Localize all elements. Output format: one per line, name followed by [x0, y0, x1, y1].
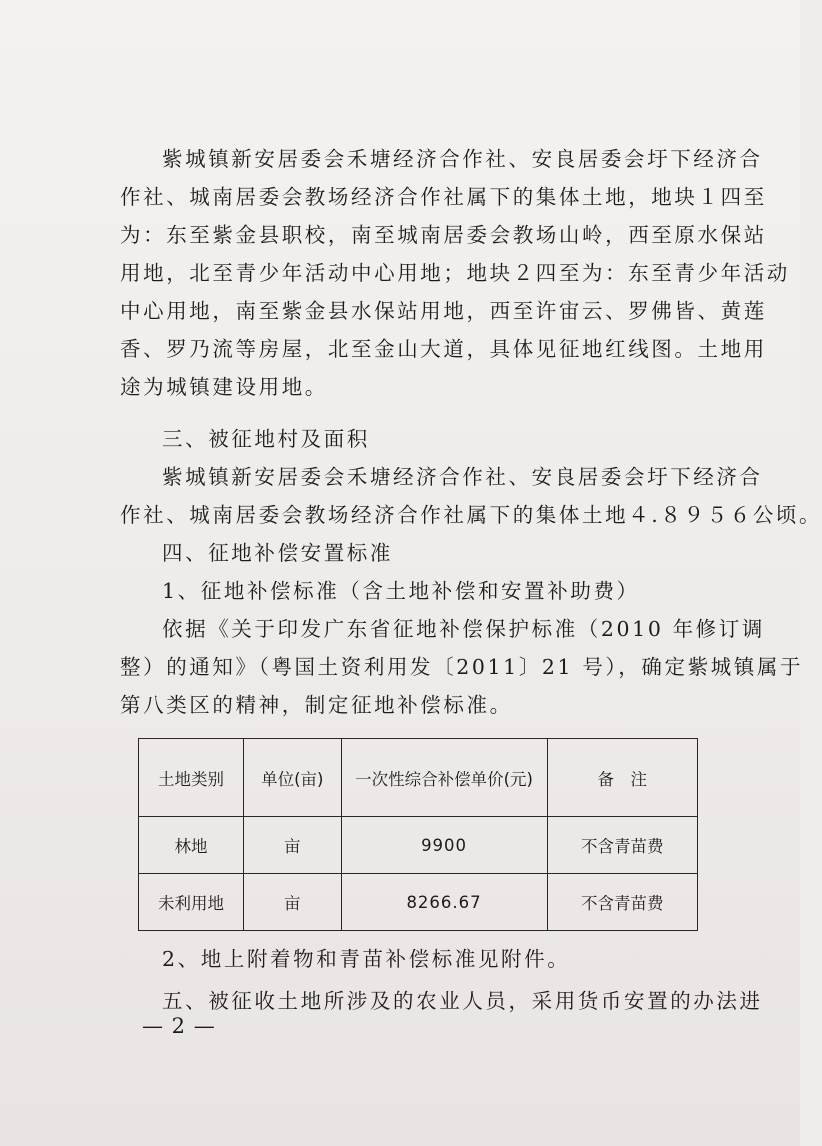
- text-line: 紫城镇新安居委会禾塘经济合作社、安良居委会圩下经济合: [162, 147, 763, 171]
- table-row: [139, 817, 698, 874]
- text-line: 中心用地，南至紫金县水保站用地，西至许宙云、罗佛皆、黄莲: [120, 299, 767, 323]
- cell-unit: 亩: [244, 817, 342, 874]
- text-line: 依据《关于印发广东省征地补偿保护标准（2010 年修订调: [162, 617, 765, 641]
- text-line: 香、罗乃流等房屋，北至金山大道，具体见征地红线图。土地用: [120, 337, 767, 361]
- section-heading: 三、被征地村及面积: [162, 427, 370, 451]
- section-4: [120, 534, 804, 724]
- paragraph-land-boundaries: [120, 140, 790, 406]
- cell-price: 9900: [341, 817, 547, 874]
- cell-remarks: 不含青苗费: [547, 817, 697, 874]
- text-line: 用地，北至青少年活动中心用地；地块２四至为：东至青少年活动: [120, 261, 790, 285]
- header-remarks: 备 注: [547, 739, 697, 817]
- section-after-table: [120, 940, 763, 1020]
- text-line: 作社、城南居委会教场经济合作社属下的集体土地，地块１四至: [120, 185, 767, 209]
- table-row: [139, 874, 698, 931]
- cell-price: 8266.67: [341, 874, 547, 931]
- text-line: 紫城镇新安居委会禾塘经济合作社、安良居委会圩下经济合: [162, 465, 763, 489]
- cell-land-type: 林地: [139, 817, 244, 874]
- header-land-type: 土地类别: [139, 739, 244, 817]
- header-unit: 单位(亩): [244, 739, 342, 817]
- table-header-row: [139, 739, 698, 817]
- section-3: [120, 420, 822, 534]
- text-line: 为：东至紫金县职校，南至城南居委会教场山岭，西至原水保站: [120, 223, 767, 247]
- page-number: — 2 —: [142, 1014, 216, 1038]
- subsection-heading: 1、征地补偿标准（含土地补偿和安置补助费）: [162, 579, 640, 603]
- header-unit-price: 一次性综合补偿单价(元): [341, 739, 547, 817]
- text-line: 第八类区的精神，制定征地补偿标准。: [120, 693, 513, 717]
- cell-land-type: 未利用地: [139, 874, 244, 931]
- compensation-table: [138, 738, 698, 931]
- text-line: 2、地上附着物和青苗补偿标准见附件。: [162, 947, 571, 971]
- section-heading: 四、征地补偿安置标准: [162, 541, 393, 565]
- text-line: 作社、城南居委会教场经济合作社属下的集体土地４.８９５６公顷。: [120, 503, 822, 527]
- text-line: 整）的通知》（粤国土资利用发〔2011〕21 号），确定紫城镇属于: [120, 655, 804, 679]
- cell-unit: 亩: [244, 874, 342, 931]
- text-line: 途为城镇建设用地。: [120, 375, 328, 399]
- cell-remarks: 不含青苗费: [547, 874, 697, 931]
- text-line: 五、被征收土地所涉及的农业人员，采用货币安置的办法进: [162, 989, 763, 1013]
